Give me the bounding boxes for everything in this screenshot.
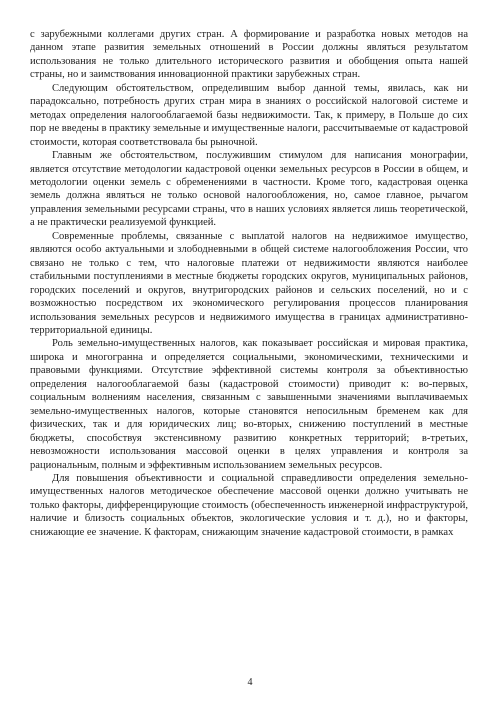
- paragraph-4: Современные проблемы, связанные с выплатой налогов на недвижимое имущество, являются особо актуальными и злободневными в общей системе налогообложения России, что связано не только с тем, что налоговые платежи от недвижимости являются наиболее стабильными поступлениями в местные бюджеты городских округов, муниципальных районов, городских поселений и округов, внутригородских районов и сельских поселений, но и с возможностью посредством их экономического регулирования процессов планирования использования земельных ресурсов и недвижимого имущества в границах административно-территориальной единицы.: [30, 230, 468, 336]
- paragraph-5: Роль земельно-имущественных налогов, как показывает российская и мировая практика, широка и многогранна и определяется социальными, экономическими, техническими и правовыми функциями. Отсутствие эффективной системы контроля за объективностью определения налогооблагаемой базы (кадастровой стоимости) приводит к: во-первых, социальным волнениям населения, связанным с завышенными значениями выплачиваемых земельно-имущественных налогов, которые становятся непосильным бременем как для физических, так и для юридических лиц; во-вторых, снижению поступлений в местные бюджеты, способствуя экстенсивному развитию конкретных территорий; в-третьих, невозможности использования массовой оценки в целях управления и контроля за рациональным, полным и эффективным использованием земельных ресурсов.: [30, 338, 468, 471]
- paragraph-6: Для повышения объективности и социальной справедливости определения земельно-имущественных налогов методическое обеспечение массовой оценки должно учитывать не только факторы, дифференцирующие стоимость (обеспеченность инженерной инфраструктурой, наличие и близость социальных объектов, экологические условия и т. д.), но и факторы, снижающие ее значение. К факторам, снижающим значение кадастровой стоимости, в рамках: [30, 472, 468, 538]
- paragraph-1: с зарубежными коллегами других стран. А формирование и разработка новых методов на данном этапе развития земельных отношений в России должны являться результатом использования не только длительного исторического развития и обобщения опыта нашей страны, но и заимствования инновационной практики зарубежных стран.: [30, 29, 468, 81]
- page-number: 4: [247, 677, 253, 688]
- paragraph-3: Главным же обстоятельством, послужившим стимулом для написания монографии, является отсутствие методологии кадастровой оценки земельных ресурсов в России в общем, и методологии оценки земель с обременениями в частности. Кроме того, кадастровая оценка земель должна являться не только основой налогообложения, но, самое главное, рычагом управления земельными ресурсами страны, что в наших условиях является лишь теоретической, а не практически реализуемой функцией.: [30, 150, 468, 229]
- paragraph-2: Следующим обстоятельством, определившим выбор данной темы, явилась, как ни парадоксально, потребность других стран мира в знаниях о российской налоговой системе и методах определения налогооблагаемой базы недвижимости. Так, к примеру, в Польше до сих пор не введены в практику земельные и имущественные налоги, рассчитываемые от кадастровой стоимости, которая соответствовала бы рыночной.: [30, 82, 468, 148]
- document-body: [30, 28, 468, 539]
